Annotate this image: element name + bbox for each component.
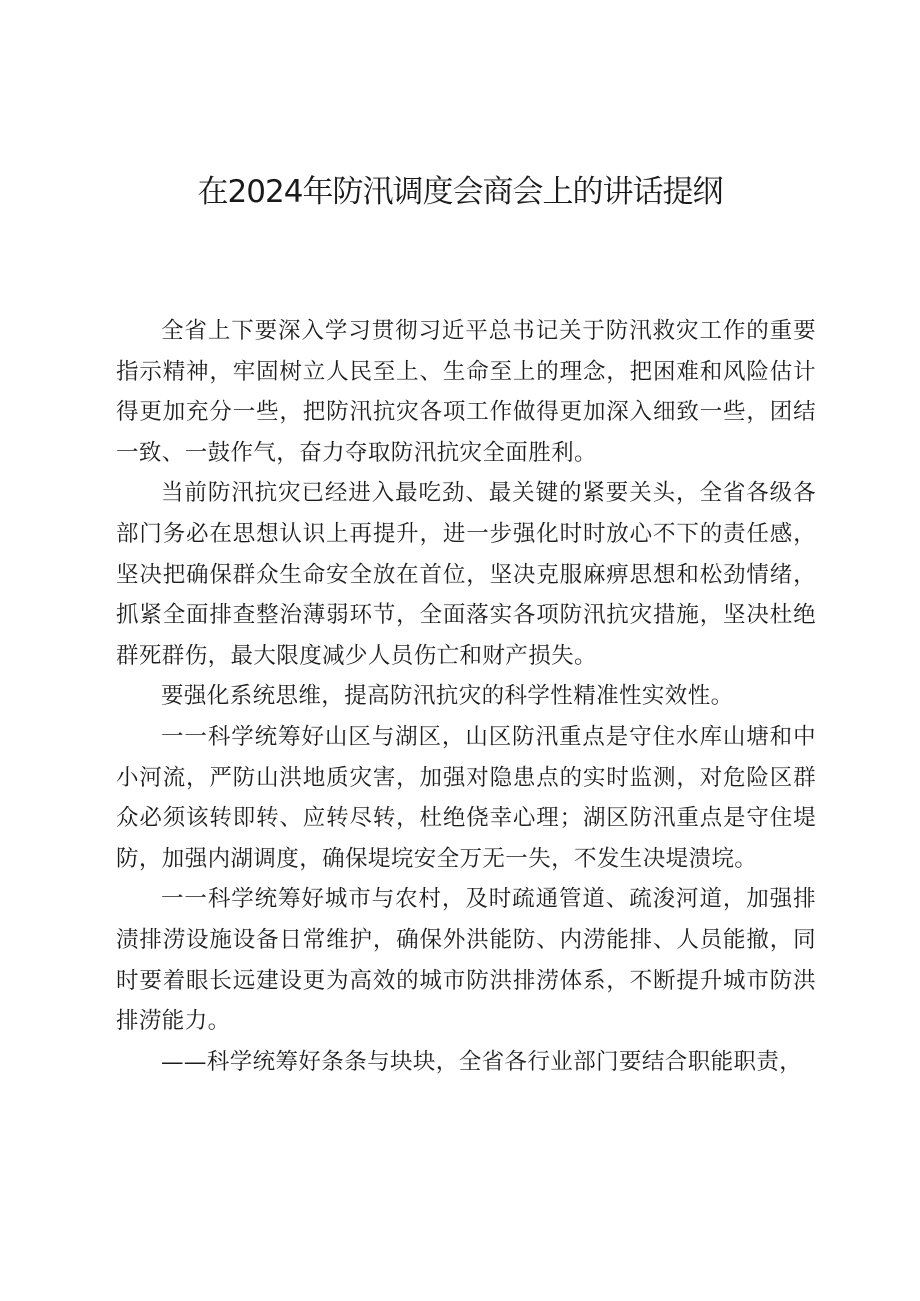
document-title: 在2024年防汛调度会商会上的讲话提纲: [197, 174, 723, 210]
document-body: [116, 311, 816, 1082]
paragraph: 一一科学统筹好山区与湖区，山区防汛重点是守住水库山塘和中小河流，严防山洪地质灾害，加强对隐患点的实时监测，对危险区群众必须该转即转、应转尽转，杜绝侥幸心理；湖区防汛重点是守住堤防，加强内湖调度，确保堤垸安全万无一失，不发生决堤溃垸。: [116, 723, 816, 872]
paragraph: 一一科学统筹好城市与农村，及时疏通管道、疏浚河道，加强排渍排涝设施设备日常维护，确保外洪能防、内涝能排、人员能撤，同时要着眼长远建设更为高效的城市防洪排涝体系，不断提升城市防洪排涝能力。: [116, 886, 816, 1035]
paragraph: 要强化系统思维，提高防汛抗灾的科学性精准性实效性。: [161, 683, 734, 710]
paragraph: 当前防汛抗灾已经进入最吃劲、最关键的紧要关头，全省各级各部门务必在思想认识上再提升，进一步强化时时放心不下的责任感，坚决把确保群众生命安全放在首位，坚决克服麻痹思想和松劲情绪，抓紧全面排查整治薄弱环节，全面落实各项防汛抗灾措施，坚决杜绝群死群伤，最大限度减少人员伤亡和财产损失。: [116, 480, 816, 669]
paragraph: 全省上下要深入学习贯彻习近平总书记关于防汛救灾工作的重要指示精神，牢固树立人民至上、生命至上的理念，把困难和风险估计得更加充分一些，把防汛抗灾各项工作做得更加深入细致一些，团结一致、一鼓作气，奋力夺取防汛抗灾全面胜利。: [116, 318, 816, 466]
paragraph: ——科学统筹好条条与块块，全省各行业部门要结合职能职责，: [161, 1048, 803, 1075]
